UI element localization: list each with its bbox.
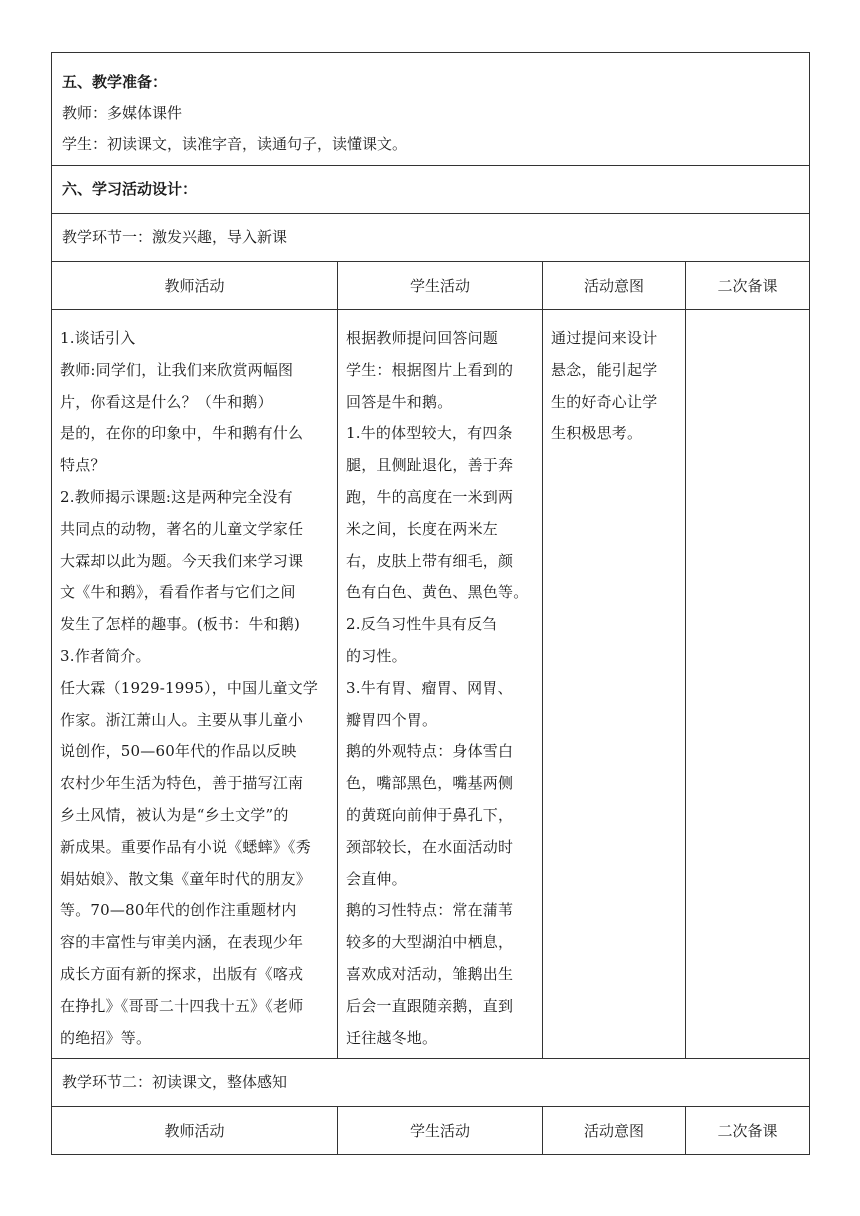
teacher-activity-line: 任大霖（1929-1995），中国儿童文学: [60, 678, 319, 697]
student-activity-line: 腿，且侧趾退化，善于奔: [346, 456, 514, 475]
teacher-activity-line: 发生了怎样的趣事。(板书：牛和鹅): [60, 615, 301, 634]
teacher-activity-line: 娟姑娘》、散文集《童年时代的朋友》: [60, 869, 311, 888]
teacher-activity-line: 共同点的动物，著名的儿童文学家任: [60, 519, 304, 538]
student-activity-line: 的习性。: [346, 646, 407, 665]
teacher-activity-line: 在挣扎》《哥哥二十四我十五》《老师: [60, 996, 304, 1015]
stage-1-header-row: [52, 262, 810, 310]
activity-intent-cell: [543, 310, 685, 450]
student-activity-line: 色，嘴部黑色，嘴基两侧: [346, 774, 514, 793]
header-secondary-prep: 二次备课: [686, 1107, 810, 1155]
teacher-activity-line: 教师:同学们，让我们来欣赏两幅图: [60, 360, 294, 379]
teacher-activity-cell: [52, 310, 337, 1054]
stage-1-row: [52, 214, 810, 262]
student-activity-line: 会直伸。: [346, 869, 407, 888]
student-activity-line: 鹅的习性特点：常在蒲苇: [346, 901, 514, 920]
student-activity-line: 3.牛有胃、瘤胃、网胃、: [346, 678, 513, 697]
student-activity-line: 根据教师提问回答问题: [346, 329, 499, 347]
teacher-activity-line: 2.教师揭示课题:这是两种完全没有: [60, 487, 293, 506]
teacher-activity-line: 大霖却以此为题。今天我们来学习课: [60, 551, 304, 570]
activity-intent-line: 生积极思考。: [551, 424, 643, 443]
stage-2-row: [52, 1059, 810, 1107]
teacher-activity-line: 特点？: [60, 456, 106, 475]
section-5-row: [52, 53, 810, 166]
teacher-activity-line: 3.作者简介。: [60, 646, 151, 665]
teacher-activity-line: 容的丰富性与审美内涵，在表现少年: [60, 933, 304, 952]
student-activity-line: 喜欢成对活动，雏鹅出生: [346, 964, 514, 983]
student-activity-line: 跑，牛的高度在一米到两: [346, 487, 514, 506]
activity-intent-line: 通过提问来设计: [551, 329, 658, 347]
teacher-activity-line: 说创作，50—60年代的作品以反映: [60, 742, 297, 761]
stage-2-title: 教学环节二：初读课文，整体感知: [52, 1059, 810, 1107]
student-activity-line: 米之间，长度在两米左: [346, 519, 499, 538]
teacher-activity-line: 1.谈话引入: [60, 329, 136, 347]
header-activity-intent: 活动意图: [543, 1107, 686, 1155]
teacher-activity-line: 成长方面有新的探求，出版有《喀戎: [60, 964, 304, 983]
teacher-activity-line: 文《牛和鹅》，看看作者与它们之间: [60, 583, 296, 602]
teacher-preparation: 教师：多媒体课件: [62, 104, 183, 122]
student-activity-line: 1.牛的体型较大，有四条: [346, 424, 513, 443]
student-activity-line: 迁往越冬地。: [346, 1028, 438, 1047]
header-student-activity: 学生活动: [338, 262, 543, 310]
header-secondary-prep: 二次备课: [686, 262, 810, 310]
lesson-plan-table: [51, 52, 810, 1155]
student-activity-line: 右，皮肤上带有细毛，颜: [346, 551, 514, 570]
teacher-activity-line: 的绝招》等。: [60, 1028, 152, 1047]
teacher-activity-line: 新成果。重要作品有小说《蟋蟀》《秀: [60, 837, 311, 856]
header-student-activity: 学生活动: [338, 1107, 543, 1155]
header-teacher-activity: 教师活动: [52, 1107, 338, 1155]
stage-2-header-row: [52, 1107, 810, 1155]
section-6-row: [52, 166, 810, 214]
header-activity-intent: 活动意图: [543, 262, 686, 310]
teacher-activity-line: 农村少年生活为特色，善于描写江南: [60, 774, 304, 793]
stage-1-content-row: [52, 310, 810, 1059]
teacher-activity-line: 作家。浙江萧山人。主要从事儿童小: [60, 710, 304, 729]
stage-1-title: 教学环节一：激发兴趣，导入新课: [52, 214, 810, 262]
teacher-activity-line: 等。70—80年代的创作注重题材内: [60, 901, 297, 920]
teacher-activity-line: 是的，在你的印象中，牛和鹅有什么: [60, 424, 304, 443]
student-activity-line: 2.反刍习性牛具有反刍: [346, 615, 498, 634]
student-activity-line: 后会一直跟随亲鹅，直到: [346, 996, 514, 1015]
student-activity-line: 较多的大型湖泊中栖息，: [346, 933, 514, 952]
activity-intent-line: 悬念，能引起学: [551, 360, 658, 379]
student-activity-line: 回答是牛和鹅。: [346, 392, 453, 411]
teacher-activity-line: 乡土风情，被认为是“乡土文学”的: [60, 805, 289, 824]
student-activity-line: 瓣胃四个胃。: [346, 710, 438, 729]
student-activity-line: 颈部较长，在水面活动时: [346, 837, 514, 856]
student-preparation: 学生：初读课文，读准字音，读通句子，读懂课文。: [62, 135, 408, 153]
teacher-activity-line: 片，你看这是什么？（牛和鹅）: [60, 392, 273, 411]
student-activity-line: 鹅的外观特点：身体雪白: [346, 742, 514, 761]
activity-intent-line: 生的好奇心让学: [551, 392, 658, 411]
section-5-title: 五、教学准备：: [62, 73, 168, 91]
student-activity-line: 学生：根据图片上看到的: [346, 360, 514, 379]
student-activity-line: 色有白色、黄色、黑色等。: [346, 583, 529, 602]
student-activity-cell: [338, 310, 542, 1054]
student-activity-line: 的黄斑向前伸于鼻孔下，: [346, 805, 514, 824]
header-teacher-activity: 教师活动: [52, 262, 338, 310]
section-6-title: 六、学习活动设计：: [52, 166, 810, 214]
secondary-prep-cell: [686, 310, 809, 323]
